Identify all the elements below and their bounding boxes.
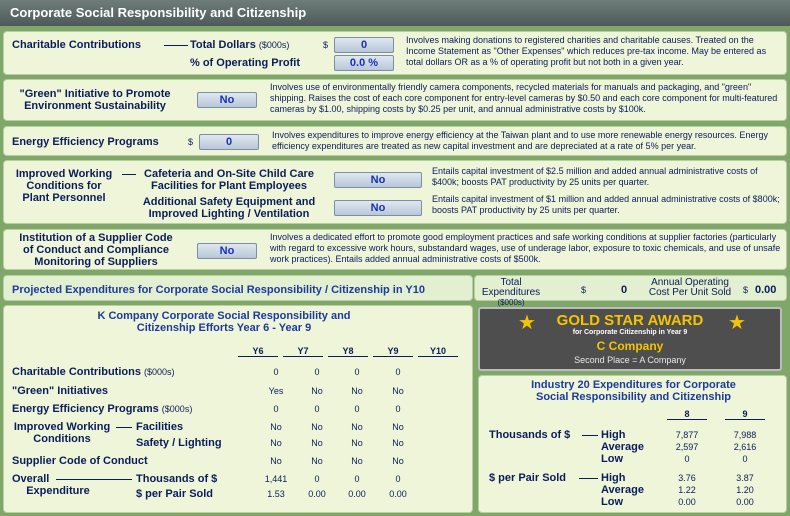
total-dollars-label: Total Dollars ($000s) bbox=[190, 39, 290, 51]
energy-panel bbox=[3, 126, 787, 156]
connector-line bbox=[116, 427, 132, 428]
table-cell: No bbox=[311, 386, 323, 396]
history-title: K Company Corporate Social Responsibility and Citizenship Efforts Year 6 - Year 9 bbox=[97, 310, 351, 334]
industry-title: Industry 20 Expenditures for Corporate Social Responsibility and Citizenship bbox=[531, 379, 736, 403]
table-cell: 0 bbox=[273, 404, 279, 414]
energy-description: Involves expenditures to improve energy efficiency at the Taiwan plant and to use more renewable energy resources. Energy efficiency expenditures are treated as new capital investment and are depreciated at a rate of 5% per year. bbox=[272, 130, 768, 151]
table-cell: 1.53 bbox=[267, 489, 285, 499]
supplier-description: Involves a dedicated effort to promote good employment practices and safe working conditions at supplier factories (particularly with regard to excessive work hours, substandard wages, use of underage labor, exposure to toxic chemicals, and use of unsafe work practices). Entails added annual administrative costs of $500k. bbox=[270, 232, 781, 264]
table-cell: 0 bbox=[314, 404, 320, 414]
projected-totals-panel bbox=[474, 275, 787, 307]
table-cell: 0 bbox=[684, 454, 690, 464]
stat-label: Average bbox=[601, 484, 645, 496]
pct-operating-profit-label: % of Operating Profit bbox=[190, 57, 300, 69]
dollar-sign: $ bbox=[323, 40, 329, 50]
table-cell: No bbox=[351, 422, 363, 432]
energy-label: Energy Efficiency Programs bbox=[12, 136, 159, 148]
dollar-sign: $ bbox=[581, 285, 587, 295]
table-cell: No bbox=[270, 422, 282, 432]
table-cell: 0.00 bbox=[348, 489, 366, 499]
industry-panel bbox=[478, 375, 787, 513]
projected-panel bbox=[3, 275, 473, 301]
green-label: "Green" Initiative to Promote Environment Sustainability bbox=[19, 88, 171, 112]
row-label: Facilities bbox=[136, 421, 184, 433]
table-cell: 1.20 bbox=[736, 485, 754, 495]
cost-per-unit-label: Annual Operating Cost Per Unit Sold bbox=[648, 277, 732, 298]
column-header: 9 bbox=[725, 409, 765, 420]
table-cell: No bbox=[392, 456, 404, 466]
table-cell: 1,441 bbox=[264, 474, 288, 484]
column-header: Y6 bbox=[238, 346, 278, 357]
charitable-panel bbox=[3, 31, 787, 75]
green-initiative-toggle[interactable]: No bbox=[197, 92, 257, 108]
table-cell: 2,597 bbox=[675, 442, 699, 452]
cafeteria-label: Cafeteria and On-Site Child Care Facilities for Plant Employees bbox=[144, 168, 314, 192]
table-cell: No bbox=[311, 456, 323, 466]
green-description: Involves use of environmentally friendly camera components, recycled materials for manuals and packaging, and "green" shipping. Raises the cost of each core component for entry-level cameras by $0.50 and each core component for multi-featured cameras by $1.00, shipping costs by $0.25 per unit, and annual administrative costs by $100k. bbox=[270, 82, 778, 114]
safety-toggle[interactable]: No bbox=[334, 200, 422, 216]
working-conditions-label: Improved Working Conditions for Plant Personnel bbox=[15, 168, 113, 204]
working-conditions-panel bbox=[3, 160, 787, 224]
row-label: Energy Efficiency Programs ($000s) bbox=[12, 403, 193, 415]
per-pair-label: $ per Pair Sold bbox=[489, 472, 567, 484]
row-label: Improved Working Conditions bbox=[13, 421, 111, 445]
supplier-code-toggle[interactable]: No bbox=[197, 243, 257, 259]
stat-label: Low bbox=[601, 496, 623, 508]
charitable-pct-input[interactable]: 0.0 % bbox=[334, 55, 394, 71]
table-cell: 0 bbox=[395, 367, 401, 377]
connector-line bbox=[164, 45, 188, 46]
connector-line bbox=[579, 478, 598, 479]
cafeteria-description: Entails capital investment of $2.5 million and added annual administrative costs of $400k; boosts PAT productivity by 25 units per quarter. bbox=[432, 166, 758, 187]
cost-per-unit-value: 0.00 bbox=[755, 284, 777, 296]
table-cell: No bbox=[311, 422, 323, 432]
table-cell: No bbox=[392, 386, 404, 396]
table-cell: No bbox=[351, 438, 363, 448]
table-cell: No bbox=[351, 456, 363, 466]
table-cell: 0.00 bbox=[389, 489, 407, 499]
column-header: Y10 bbox=[418, 346, 458, 357]
table-cell: 0 bbox=[395, 404, 401, 414]
table-cell: 0 bbox=[273, 367, 279, 377]
table-cell: 0.00 bbox=[308, 489, 326, 499]
table-cell: No bbox=[311, 438, 323, 448]
row-label: Supplier Code of Conduct bbox=[12, 455, 148, 467]
table-cell: 0 bbox=[314, 474, 320, 484]
table-cell: 0 bbox=[314, 367, 320, 377]
thousands-label: Thousands of $ bbox=[489, 429, 571, 441]
table-cell: 0.00 bbox=[736, 497, 754, 507]
table-cell: No bbox=[351, 386, 363, 396]
stat-label: Average bbox=[601, 441, 645, 453]
charitable-label: Charitable Contributions bbox=[12, 39, 141, 51]
column-header: Y8 bbox=[328, 346, 368, 357]
table-cell: 0 bbox=[354, 367, 360, 377]
table-cell: No bbox=[270, 456, 282, 466]
column-header: 8 bbox=[667, 409, 707, 420]
table-cell: 3.76 bbox=[678, 473, 696, 483]
table-cell: 0 bbox=[395, 474, 401, 484]
star-icon: ★ bbox=[728, 312, 746, 334]
award-second-place: Second Place = A Company bbox=[574, 355, 686, 365]
row-label: Overall Expenditure bbox=[12, 473, 90, 497]
supplier-label: Institution of a Supplier Code of Conduct and Compliance Monitoring of Suppliers bbox=[19, 232, 173, 268]
charitable-description: Involves making donations to registered charities and charitable causes. Treated on the Income Statement as "Other Expenses" which reduces pre-tax income. May be entered as total dollars OR as a % of operating profit but not both in a given year. bbox=[406, 35, 767, 67]
total-expenditures-value: 0 bbox=[621, 284, 628, 296]
stat-label: High bbox=[601, 472, 626, 484]
row-label: "Green" Initiatives bbox=[12, 385, 109, 397]
green-panel bbox=[3, 79, 787, 121]
projected-label: Projected Expenditures for Corporate Social Responsibility / Citizenship in Y10 bbox=[12, 284, 425, 296]
row-label: $ per Pair Sold bbox=[136, 488, 214, 500]
row-label: Charitable Contributions ($000s) bbox=[12, 366, 175, 378]
cafeteria-toggle[interactable]: No bbox=[334, 172, 422, 188]
award-subtitle: for Corporate Citizenship in Year 9 bbox=[572, 329, 688, 336]
connector-line bbox=[582, 435, 598, 436]
star-icon: ★ bbox=[518, 312, 536, 334]
safety-description: Entails capital investment of $1 million and added annual administrative costs of $800k; boosts PAT productivity by 25 units per quarter. bbox=[432, 194, 780, 215]
stat-label: Low bbox=[601, 453, 623, 465]
table-cell: 0.00 bbox=[678, 497, 696, 507]
total-expenditures-label: Total Expenditures ($000s) bbox=[481, 277, 541, 307]
table-cell: No bbox=[270, 438, 282, 448]
table-cell: 7,877 bbox=[675, 430, 699, 440]
dollar-sign: $ bbox=[188, 137, 194, 147]
charitable-total-input[interactable]: 0 bbox=[334, 37, 394, 53]
table-cell: 0 bbox=[354, 404, 360, 414]
history-panel bbox=[3, 305, 473, 513]
supplier-panel bbox=[3, 229, 787, 270]
table-cell: No bbox=[392, 438, 404, 448]
connector-line bbox=[56, 479, 132, 480]
gold-star-award bbox=[478, 307, 782, 371]
table-cell: No bbox=[392, 422, 404, 432]
table-cell: 0 bbox=[354, 474, 360, 484]
row-label: Safety / Lighting bbox=[136, 437, 222, 449]
row-label: Thousands of $ bbox=[136, 473, 218, 485]
award-title: GOLD STAR AWARD bbox=[556, 312, 704, 329]
safety-label: Additional Safety Equipment and Improved Lighting / Ventilation bbox=[142, 196, 316, 220]
award-winner: C Company bbox=[596, 339, 664, 353]
table-cell: 1.22 bbox=[678, 485, 696, 495]
column-header: Y7 bbox=[283, 346, 323, 357]
stat-label: High bbox=[601, 429, 626, 441]
table-cell: 3.87 bbox=[736, 473, 754, 483]
energy-efficiency-input[interactable]: 0 bbox=[199, 134, 259, 150]
dollar-sign: $ bbox=[743, 285, 749, 295]
table-cell: Yes bbox=[268, 386, 284, 396]
table-cell: 0 bbox=[742, 454, 748, 464]
column-header: Y9 bbox=[373, 346, 413, 357]
page-title: Corporate Social Responsibility and Citizenship bbox=[0, 0, 790, 26]
table-cell: 7,988 bbox=[733, 430, 757, 440]
table-cell: 2,616 bbox=[733, 442, 757, 452]
